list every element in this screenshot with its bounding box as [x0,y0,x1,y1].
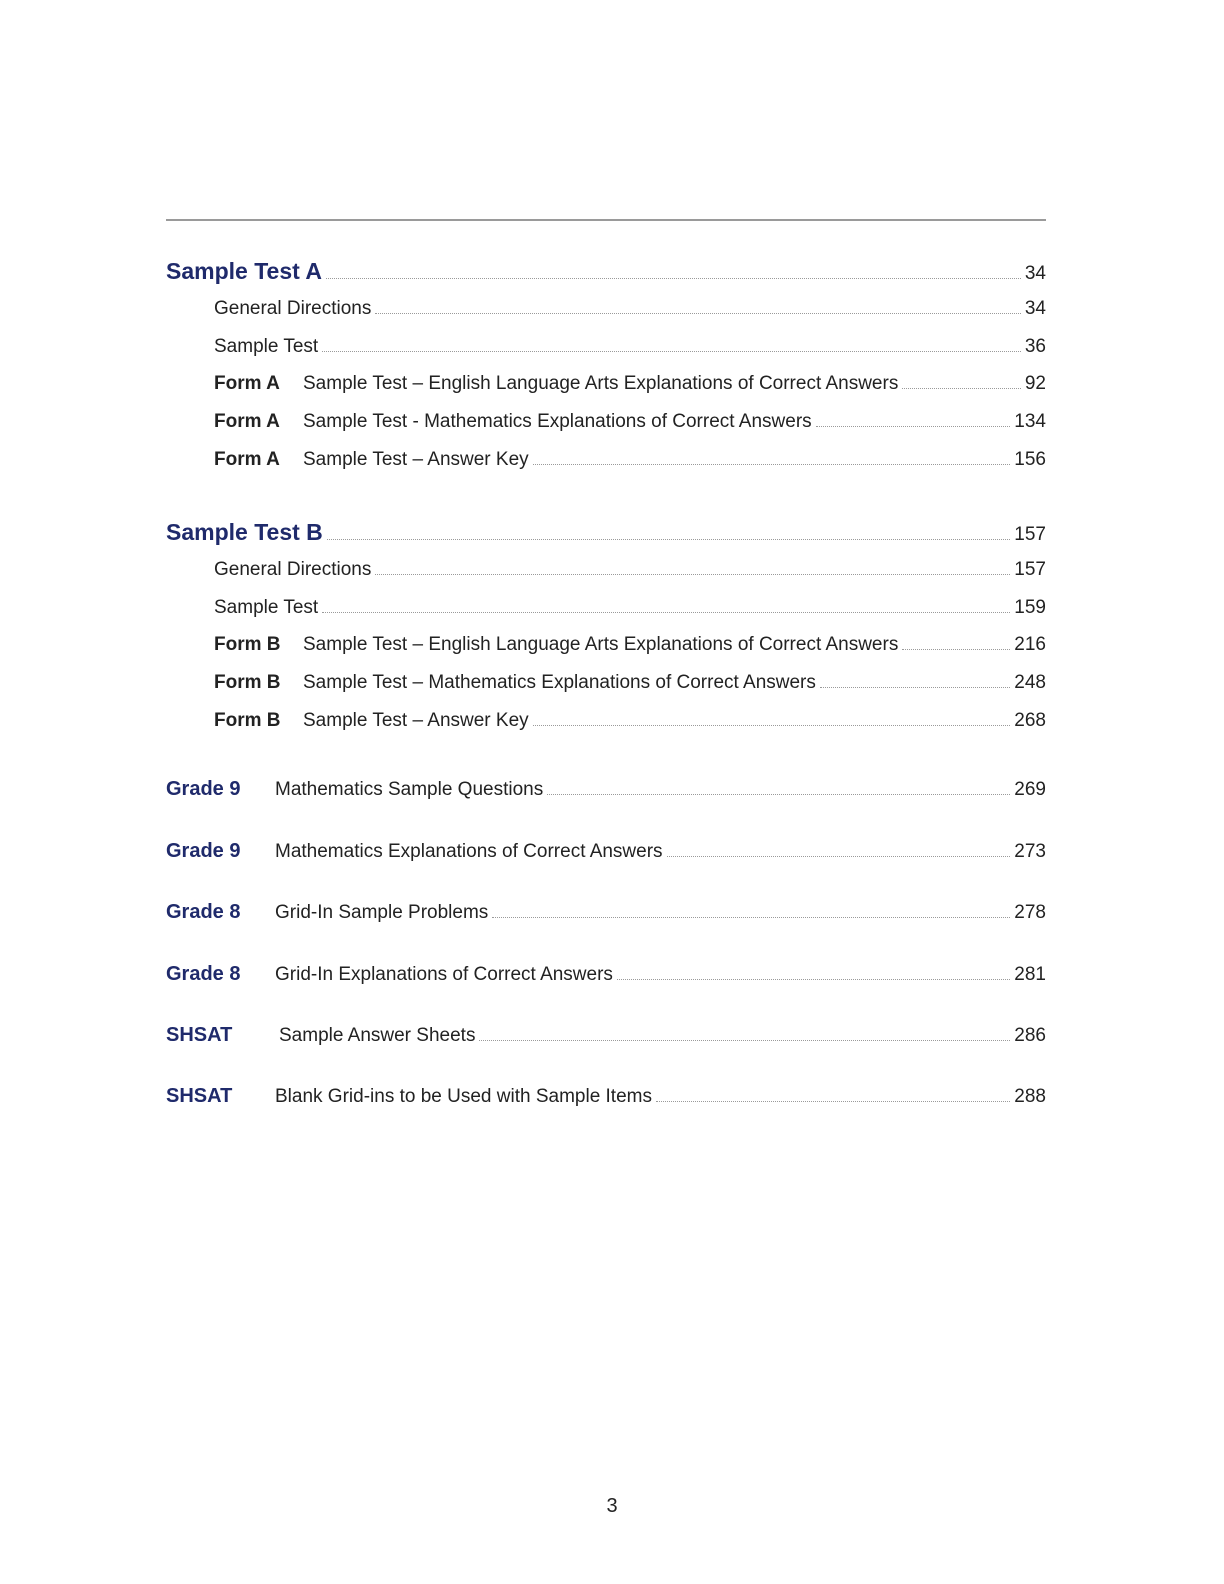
toc-entry[interactable] [166,559,1046,581]
entry-title: Grid-In Explanations of Correct Answers [275,964,613,985]
toc-section-sample-test-a[interactable] [166,258,1046,285]
page-ref: 288 [1014,1086,1046,1107]
entry-title: Mathematics Explanations of Correct Answers [275,841,663,862]
dot-leader [816,425,1011,427]
toc-entry[interactable] [166,411,1046,433]
entry-title: Sample Test [214,597,319,618]
dot-leader [327,538,1011,540]
dot-leader [533,463,1011,465]
entry-title: Mathematics Sample Questions [275,779,544,800]
dot-leader [902,648,1010,650]
page-ref: 281 [1014,964,1046,985]
page-ref: 269 [1014,779,1046,800]
entry-title: General Directions [214,559,372,580]
entry-prefix: SHSAT [166,1024,233,1046]
dot-leader [902,387,1021,389]
toc-entry[interactable] [166,597,1046,619]
entry-title: Sample Test – Mathematics Explanations of Correct Answers [303,672,816,693]
dot-leader [375,312,1021,314]
entry-prefix: Form A [214,373,280,394]
entry-prefix: Form A [214,449,280,470]
page-ref: 248 [1014,672,1046,693]
toc-entry[interactable] [166,449,1046,471]
page-ref: 278 [1014,902,1046,923]
entry-prefix: Grade 9 [166,840,241,862]
page-ref: 157 [1014,559,1046,580]
entry-prefix: Form B [214,672,281,693]
entry-title: Blank Grid-ins to be Used with Sample Items [275,1086,652,1107]
section-heading: Sample Test A [166,258,322,284]
page-ref: 36 [1024,336,1046,357]
toc-entry[interactable] [166,298,1046,320]
entry-title: Sample Test - Mathematics Explanations of Correct Answers [303,411,812,432]
page-ref: 286 [1014,1025,1046,1046]
dot-leader [656,1100,1010,1102]
toc-entry-grade-8-explanations[interactable] [166,963,1046,986]
entry-title: Sample Test – English Language Arts Explanations of Correct Answers [303,373,899,394]
dot-leader [547,793,1010,795]
page-ref: 157 [1014,524,1046,545]
entry-title: General Directions [214,298,372,319]
dot-leader [667,855,1011,857]
entry-title: Sample Test – Answer Key [303,449,529,470]
entry-prefix: Grade 8 [166,963,241,985]
dot-leader [326,277,1021,279]
toc-entry[interactable] [166,710,1046,732]
toc-entry[interactable] [166,672,1046,694]
entry-prefix: Form B [214,710,281,731]
toc-entry-grade-8-problems[interactable] [166,901,1046,924]
dot-leader [479,1039,1010,1041]
page-ref: 34 [1024,263,1046,284]
entry-prefix: Grade 8 [166,901,241,923]
page-ref: 273 [1014,841,1046,862]
entry-title: Sample Test [214,336,319,357]
entry-prefix: SHSAT [166,1085,233,1107]
toc-entry[interactable] [166,634,1046,656]
entry-prefix: Form B [214,634,281,655]
toc-entry-grade-9-explanations[interactable] [166,840,1046,863]
entry-title: Sample Answer Sheets [279,1025,476,1046]
toc-entry-shsat-answer-sheets[interactable] [166,1024,1046,1047]
dot-leader [322,611,1010,613]
toc-entry[interactable] [166,373,1046,395]
entry-prefix: Form A [214,411,280,432]
dot-leader [322,350,1021,352]
page-ref: 159 [1014,597,1046,618]
toc-entry-grade-9-questions[interactable] [166,778,1046,801]
entry-prefix: Grade 9 [166,778,241,800]
page-ref: 34 [1024,298,1046,319]
page-ref: 156 [1014,449,1046,470]
top-divider [166,219,1046,221]
page-ref: 216 [1014,634,1046,655]
entry-title: Sample Test – Answer Key [303,710,529,731]
toc-entry-shsat-blank-grid-ins[interactable] [166,1085,1046,1108]
dot-leader [492,916,1010,918]
page-ref: 134 [1014,411,1046,432]
dot-leader [617,978,1010,980]
dot-leader [375,573,1010,575]
page-ref: 268 [1014,710,1046,731]
dot-leader [820,686,1010,688]
toc-entry[interactable] [166,336,1046,358]
page-ref: 92 [1024,373,1046,394]
entry-title: Sample Test – English Language Arts Explanations of Correct Answers [303,634,899,655]
page-number: 3 [606,1495,618,1517]
section-heading: Sample Test B [166,519,323,545]
toc-section-sample-test-b[interactable] [166,519,1046,546]
entry-title: Grid-In Sample Problems [275,902,489,923]
dot-leader [533,724,1011,726]
